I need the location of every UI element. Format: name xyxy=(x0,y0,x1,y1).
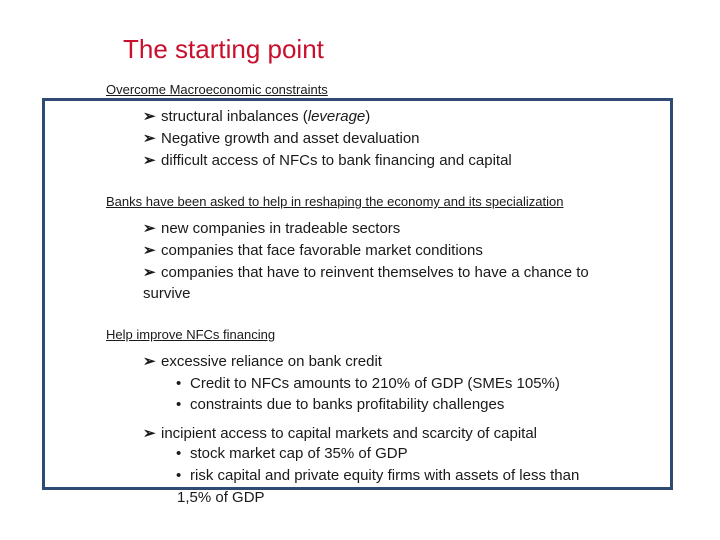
bullet-text-pre: structural inbalances ( xyxy=(161,108,308,125)
arrow-bullet-icon: ➢ xyxy=(143,152,156,169)
bullet-bank-credit xyxy=(143,352,382,370)
sub-bullet-risk-capital-wrap: 1,5% of GDP xyxy=(177,489,265,506)
bullet-text: incipient access to capital markets and scarcity of capital xyxy=(161,425,538,442)
sub-bullet-profitability xyxy=(176,396,504,413)
bullet-text: companies that have to reinvent themselves to have a chance to xyxy=(161,264,589,281)
bullet-new-companies xyxy=(143,219,400,237)
section-heading-banks: Banks have been asked to help in reshaping the economy and its specialization xyxy=(106,194,564,209)
bullet-capital-markets xyxy=(143,424,537,442)
bullet-text: new companies in tradeable sectors xyxy=(161,220,401,237)
bullet-text: difficult access of NFCs to bank financing and capital xyxy=(161,152,512,169)
sub-bullet-text: risk capital and private equity firms with assets of less than xyxy=(190,467,580,484)
arrow-bullet-icon: ➢ xyxy=(143,264,156,281)
arrow-bullet-icon: ➢ xyxy=(143,353,156,370)
bullet-text-em: leverage xyxy=(307,108,366,125)
dot-bullet-icon: • xyxy=(176,445,182,462)
sub-bullet-credit-gdp xyxy=(176,375,560,392)
sub-bullet-text: stock market cap of 35% of GDP xyxy=(190,445,408,462)
bullet-difficult-access xyxy=(143,151,512,169)
section-heading-nfcs: Help improve NFCs financing xyxy=(106,327,276,342)
arrow-bullet-icon: ➢ xyxy=(143,242,156,259)
slide-title: The starting point xyxy=(123,34,324,64)
bullet-reinvent-wrap: survive xyxy=(143,285,191,302)
arrow-bullet-icon: ➢ xyxy=(143,108,156,125)
sub-bullet-text: constraints due to banks profitability challenges xyxy=(190,396,505,413)
arrow-bullet-icon: ➢ xyxy=(143,130,156,147)
arrow-bullet-icon: ➢ xyxy=(143,425,156,442)
dot-bullet-icon: • xyxy=(176,467,182,484)
sub-bullet-text: Credit to NFCs amounts to 210% of GDP (SMEs 105%) xyxy=(190,375,560,392)
bullet-negative-growth xyxy=(143,129,420,147)
bullet-text-post: ) xyxy=(365,108,371,125)
bullet-text: companies that face favorable market conditions xyxy=(161,242,483,259)
section-heading-macro: Overcome Macroeconomic constraints xyxy=(106,82,328,97)
dot-bullet-icon: • xyxy=(176,396,182,413)
arrow-bullet-icon: ➢ xyxy=(143,220,156,237)
sub-bullet-stock-market xyxy=(176,445,408,462)
bullet-structural-inbalances xyxy=(143,107,370,125)
bullet-text: Negative growth and asset devaluation xyxy=(161,130,420,147)
bullet-reinvent xyxy=(143,263,589,281)
bullet-favorable-conditions xyxy=(143,241,483,259)
bullet-text: excessive reliance on bank credit xyxy=(161,353,382,370)
dot-bullet-icon: • xyxy=(176,375,182,392)
sub-bullet-risk-capital xyxy=(176,467,579,484)
